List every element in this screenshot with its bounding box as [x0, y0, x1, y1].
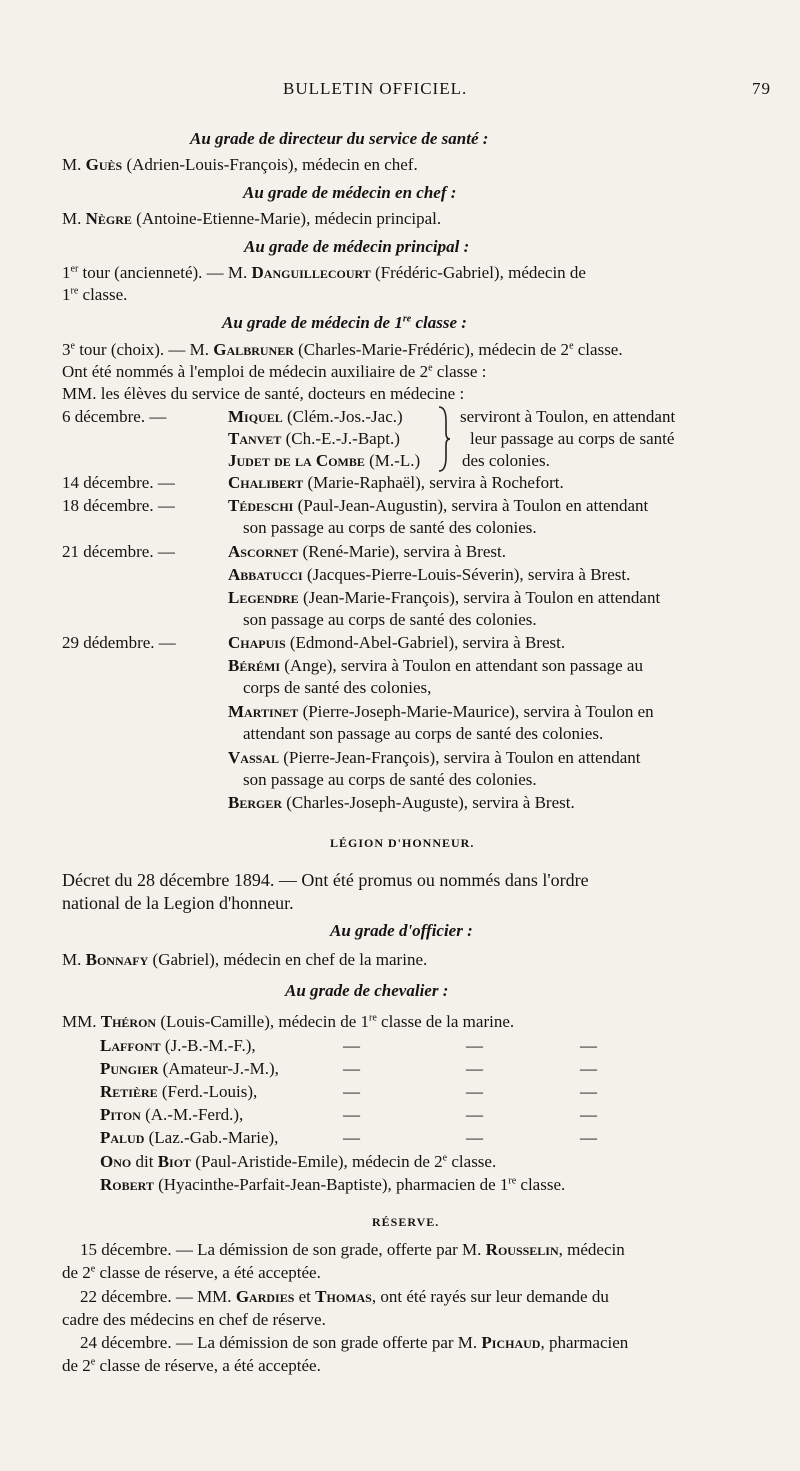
line-legendre: Legendre (Jean-Marie-François), servira à Toulon en attendant — [228, 588, 661, 607]
date-14-decembre: 14 décembre. — — [62, 473, 175, 492]
name-piton: Piton — [100, 1105, 141, 1124]
name-chalibert: Chalibert — [228, 473, 304, 492]
date-18-decembre: 18 décembre. — — [62, 496, 175, 515]
name-theron: Théron — [100, 1012, 157, 1031]
line-vassal-cont: son passage au corps de santé des colonies. — [243, 770, 537, 789]
date-29-decembre: 29 dédembre. — — [62, 633, 176, 652]
name-retiere: Retière — [100, 1082, 158, 1101]
name-beremi: Bérémi — [228, 656, 281, 675]
ditto-dash: — — [466, 1105, 483, 1124]
line-beremi-cont: corps de santé des colonies, — [243, 678, 432, 697]
line-tedeschi: Tédeschi (Paul-Jean-Augustin), servira à Toulon en attendant — [228, 496, 649, 515]
line-chalibert: Chalibert (Marie-Raphaël), servira à Rochefort. — [228, 473, 564, 492]
line-rousselin: 15 décembre. — La démission de son grade, offerte par M. Rousselin, médecin — [80, 1240, 625, 1259]
ditto-dash: — — [343, 1059, 360, 1078]
line-ascornet: Ascornet (René-Marie), servira à Brest. — [228, 542, 506, 561]
name-thomas: Thomas — [315, 1287, 372, 1306]
line-beremi: Bérémi (Ange), servira à Toulon en attendant son passage au — [228, 656, 643, 675]
line-laffont: Laffont (J.-B.-M.-F.), — [100, 1036, 256, 1055]
name-pungier: Pungier — [100, 1059, 159, 1078]
ditto-dash: — — [343, 1128, 360, 1147]
brace-icon — [436, 405, 452, 473]
line-martinet-cont: attendant son passage au corps de santé des colonies. — [243, 724, 604, 743]
line-robert: Robert (Hyacinthe-Parfait-Jean-Baptiste), pharmacien de 1re classe. — [100, 1175, 566, 1194]
name-negre: Nègre — [85, 209, 132, 228]
line-rousselin-cont: de 2e classe de réserve, a été acceptée. — [62, 1263, 321, 1282]
ditto-dash: — — [343, 1105, 360, 1124]
name-ono: Ono — [100, 1152, 132, 1171]
line-miquel: Miquel (Clém.-Jos.-Jac.) — [228, 407, 403, 426]
line-retiere: Retière (Ferd.-Louis), — [100, 1082, 258, 1101]
name-robert: Robert — [100, 1175, 154, 1194]
name-gardies: Gardies — [235, 1287, 295, 1306]
name-danguillecourt: Danguillecourt — [251, 263, 371, 282]
date-6-decembre: 6 décembre. — — [62, 407, 167, 426]
name-galbruner: Galbruner — [213, 340, 294, 359]
name-ascornet: Ascornet — [228, 542, 299, 561]
line-pichaud-cont: de 2e classe de réserve, a été acceptée. — [62, 1356, 321, 1375]
name-tanvet: Tanvet — [228, 429, 282, 448]
line-serviront-2: leur passage au corps de santé — [470, 429, 675, 448]
line-decret: Décret du 28 décembre 1894. — Ont été promus ou nommés dans l'ordre — [62, 870, 589, 890]
ditto-dash: — — [466, 1082, 483, 1101]
line-pungier: Pungier (Amateur-J.-M.), — [100, 1059, 279, 1078]
section-title-reserve: RÉSERVE. — [372, 1215, 440, 1229]
name-chapuis: Chapuis — [228, 633, 286, 652]
name-tedeschi: Tédeschi — [228, 496, 294, 515]
line-piton: Piton (A.-M.-Ferd.), — [100, 1105, 244, 1124]
ditto-dash: — — [580, 1128, 597, 1147]
name-legendre: Legendre — [228, 588, 299, 607]
line-danguillecourt-cont: 1re classe. — [62, 285, 128, 304]
section-title-legion: LÉGION D'HONNEUR. — [330, 836, 475, 850]
name-bonnafy: Bonnafy — [85, 950, 149, 969]
date-21-decembre: 21 décembre. — — [62, 542, 175, 561]
line-serviront-1: serviront à Toulon, en attendant — [460, 407, 676, 426]
name-palud: Palud — [100, 1128, 145, 1147]
line-eleves: MM. les élèves du service de santé, docteurs en médecine : — [62, 384, 465, 403]
line-abbatucci: Abbatucci (Jacques-Pierre-Louis-Séverin), servira à Brest. — [228, 565, 631, 584]
line-tedeschi-cont: son passage au corps de santé des colonies. — [243, 518, 537, 537]
name-gues: Guès — [85, 155, 123, 174]
name-laffont: Laffont — [100, 1036, 161, 1055]
name-martinet: Martinet — [228, 702, 299, 721]
line-bonnafy: M. Bonnafy (Gabriel), médecin en chef de la marine. — [62, 950, 428, 969]
ditto-dash: — — [343, 1082, 360, 1101]
name-vassal: Vassal — [228, 748, 279, 767]
heading-medecin-principal: Au grade de médecin principal : — [244, 237, 470, 256]
line-biot: Ono dit Biot (Paul-Aristide-Emile), médecin de 2e classe. — [100, 1152, 497, 1171]
page-number: 79 — [752, 79, 771, 98]
name-berger: Berger — [228, 793, 283, 812]
line-chapuis: Chapuis (Edmond-Abel-Gabriel), servira à Brest. — [228, 633, 566, 652]
name-biot: Biot — [157, 1152, 192, 1171]
line-palud: Palud (Laz.-Gab.-Marie), — [100, 1128, 279, 1147]
name-pichaud: Pichaud — [481, 1333, 541, 1352]
line-berger: Berger (Charles-Joseph-Auguste), servira à Brest. — [228, 793, 575, 812]
name-judet: Judet de la Combe — [228, 451, 365, 470]
line-gues: M. Guès (Adrien-Louis-François), médecin en chef. — [62, 155, 418, 174]
line-judet: Judet de la Combe (M.-L.) — [228, 451, 421, 470]
line-galbruner: 3e tour (choix). — M. Galbruner (Charles-Marie-Frédéric), médecin de 2e classe. — [62, 340, 623, 359]
line-gardies-thomas: 22 décembre. — MM. Gardies et Thomas, ont été rayés sur leur demande du — [80, 1287, 609, 1306]
ditto-dash: — — [466, 1128, 483, 1147]
ditto-dash: — — [343, 1036, 360, 1055]
line-pichaud: 24 décembre. — La démission de son grade offerte par M. Pichaud, pharmacien — [80, 1333, 629, 1352]
heading-medecin-1re: Au grade de médecin de 1re classe : — [222, 313, 467, 332]
line-nommes: Ont été nommés à l'emploi de médecin auxiliaire de 2e classe : — [62, 362, 487, 381]
line-vassal: Vassal (Pierre-Jean-François), servira à Toulon en attendant — [228, 748, 641, 767]
line-theron: MM. Théron (Louis-Camille), médecin de 1re classe de la marine. — [62, 1012, 515, 1031]
line-negre: M. Nègre (Antoine-Etienne-Marie), médecin principal. — [62, 209, 442, 228]
line-serviront-3: des colonies. — [462, 451, 550, 470]
heading-chevalier: Au grade de chevalier : — [285, 981, 449, 1000]
ditto-dash: — — [466, 1059, 483, 1078]
name-miquel: Miquel — [228, 407, 283, 426]
name-rousselin: Rousselin — [485, 1240, 559, 1259]
ditto-dash: — — [580, 1036, 597, 1055]
heading-medecin-chef: Au grade de médecin en chef : — [243, 183, 457, 202]
ditto-dash: — — [580, 1059, 597, 1078]
ditto-dash: — — [466, 1036, 483, 1055]
line-legendre-cont: son passage au corps de santé des colonies. — [243, 610, 537, 629]
ditto-dash: — — [580, 1105, 597, 1124]
line-danguillecourt: 1er tour (ancienneté). — M. Danguillecourt (Frédéric-Gabriel), médecin de — [62, 263, 586, 282]
name-abbatucci: Abbatucci — [228, 565, 303, 584]
page-header-title: BULLETIN OFFICIEL. — [283, 79, 468, 98]
heading-directeur: Au grade de directeur du service de santé : — [190, 129, 489, 148]
line-tanvet: Tanvet (Ch.-E.-J.-Bapt.) — [228, 429, 400, 448]
line-martinet: Martinet (Pierre-Joseph-Marie-Maurice), servira à Toulon en — [228, 702, 654, 721]
line-gardies-cont: cadre des médecins en chef de réserve. — [62, 1310, 326, 1329]
line-decret-cont: national de la Legion d'honneur. — [62, 893, 294, 913]
heading-officier: Au grade d'officier : — [330, 921, 473, 940]
ditto-dash: — — [580, 1082, 597, 1101]
